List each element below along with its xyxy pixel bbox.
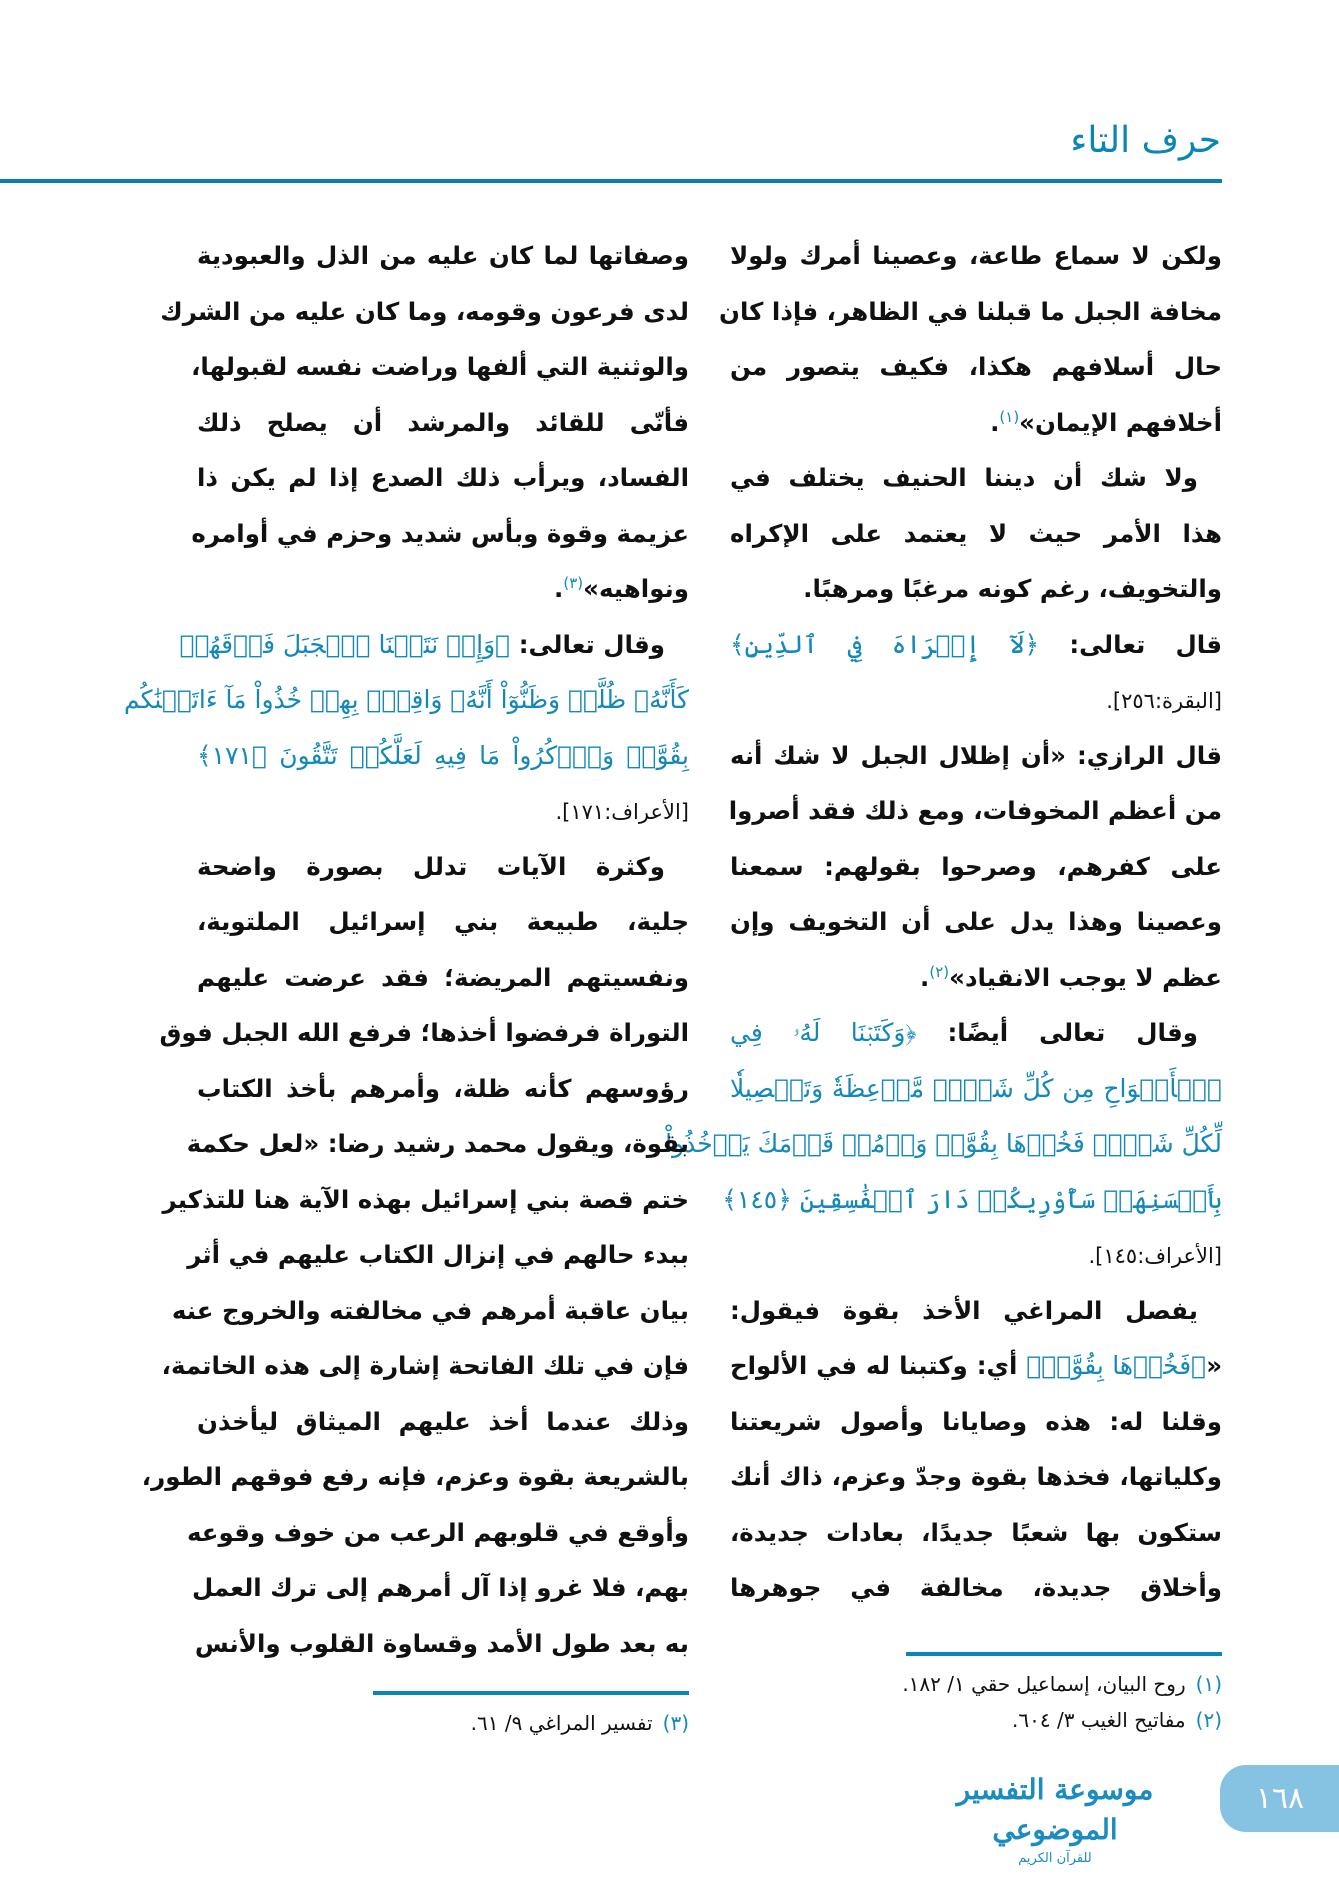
body-text: حال أسلافهم هكذا، فكيف يتصور من	[730, 352, 1222, 381]
body-text: «	[1206, 1351, 1223, 1380]
text-line	[722, 1172, 1222, 1228]
body-text: من أعظم المخوفات، ومع ذلك فقد أصروا	[728, 796, 1222, 825]
body-text: والوثنية التي ألفها وراضت نفسه لقبولها،	[191, 352, 689, 381]
text-line	[730, 1283, 1222, 1339]
body-text: فأنّى للقائد والمرشد أن يصلح ذلك	[197, 407, 689, 437]
text-line	[159, 1005, 689, 1061]
text-line	[141, 1449, 689, 1505]
text-line	[730, 839, 1222, 895]
text-line	[191, 339, 689, 395]
footnote-rule-left	[373, 1691, 689, 1695]
body-text: والتخويف، رغم كونه مرغبًا ومرهبًا.	[803, 574, 1222, 603]
text-line	[730, 339, 1222, 395]
footnote-marker: (٣)	[563, 573, 584, 592]
logo-title: موسوعة التفسير الموضوعي	[956, 1773, 1154, 1846]
body-text: .	[990, 407, 1000, 437]
page-number: ١٦٨	[1255, 1781, 1305, 1816]
text-line	[197, 228, 689, 284]
body-text: بالشريعة بقوة وعزم، فإنه رفع فوقهم الطور،	[141, 1462, 689, 1491]
text-line	[730, 1338, 1222, 1394]
text-line	[730, 950, 1222, 1006]
footnotes-left	[300, 1705, 689, 1741]
quran-verse: بِأَحۡسَنِهَاۚ سَأُوْرِيكُمۡ دَارَ ٱلۡفَٰسِقِينَ ﴿١٤٥﴾	[722, 1184, 1222, 1214]
quran-verse: ﴿وَكَتَبۡنَا لَهُۥ فِي	[730, 1018, 917, 1047]
text-line	[730, 672, 1222, 728]
text-line	[162, 1172, 689, 1228]
footnote-rule-right	[906, 1652, 1222, 1656]
body-text: فإن في تلك الفاتحة إشارة إلى هذه الخاتمة،	[161, 1351, 689, 1380]
text-line	[197, 450, 689, 506]
footnotes-right	[780, 1666, 1222, 1738]
footnote-marker: (١)	[999, 407, 1020, 426]
text-line	[730, 1227, 1222, 1283]
text-line	[186, 1505, 689, 1561]
body-text: بقوة، ويقول محمد رشيد رضا: «لعل حكمة	[186, 1129, 689, 1158]
text-line	[730, 783, 1222, 839]
body-text: ختم قصة بني إسرائيل بهذه الآية هنا للتذكير	[162, 1184, 689, 1214]
text-line	[730, 1061, 1222, 1117]
footnote-text: تفسير المراغي ٩/ ٦١.	[470, 1711, 653, 1735]
text-line	[187, 1227, 689, 1283]
text-line	[730, 1005, 1222, 1061]
left-column	[123, 228, 689, 1671]
body-text: هذا الأمر حيث لا يعتمد على الإكراه	[730, 518, 1222, 548]
body-text: .	[554, 574, 564, 603]
body-text: ستكون بها شعبًا جديدًا، بعادات جديدة،	[730, 1517, 1222, 1547]
encyclopedia-logo	[935, 1770, 1175, 1866]
text-line	[197, 1394, 689, 1450]
body-text: ولا شك أن ديننا الحنيف يختلف في	[730, 463, 1198, 492]
text-line	[197, 728, 689, 784]
quran-verse: ٱلۡأَلۡوَاحِ مِن كُلِّ شَيۡءٖ مَّوۡعِظَةٗ وَتَفۡصِيلٗا	[730, 1073, 1222, 1103]
verse-reference: [البقرة:٢٥٦].	[1106, 689, 1222, 713]
page-number-tab	[1220, 1765, 1339, 1832]
footnote-text: روح البيان، إسماعيل حقي ١/ ١٨٢.	[902, 1672, 1186, 1696]
body-text: وأوقع في قلوبهم الرعب من خوف وقوعه	[186, 1517, 689, 1547]
body-text: قال الرازي: «أن إظلال الجبل لا شك أنه	[730, 740, 1222, 770]
text-line	[730, 506, 1222, 562]
right-column	[665, 228, 1223, 1616]
footnote-marker: (٢)	[929, 962, 950, 981]
body-text: وعصينا وهذا يدل على أن التخويف وإن	[730, 907, 1222, 936]
text-line	[730, 1505, 1222, 1561]
body-text: به بعد طول الأمد وقساوة القلوب والأنس	[194, 1628, 689, 1658]
body-text: وقال تعالى أيضًا:	[916, 1018, 1198, 1047]
quran-verse: بِقُوَّةٖ وَٱذۡكُرُواْ مَا فِيهِ لَعَلَّكُمۡ تَتَّقُونَ ﴿١٧١﴾	[197, 740, 689, 770]
logo-subtitle: للقرآن الكريم	[1018, 1851, 1092, 1866]
body-text: ببدء حالهم في إنزال الكتاب عليهم في أثر	[187, 1240, 689, 1269]
text-line	[730, 395, 1222, 451]
text-line	[730, 728, 1222, 784]
footnote-number: (١)	[1195, 1672, 1222, 1696]
text-line	[197, 783, 689, 839]
text-line	[197, 950, 689, 1006]
body-text: ونفسيتهم المريضة؛ فقد عرضت عليهم	[197, 962, 689, 992]
header-rule	[0, 179, 1222, 183]
body-text: قال تعالى:	[1039, 629, 1222, 659]
body-text: أي: وكتبنا له في الألواح	[730, 1351, 1027, 1380]
quran-verse: ﴿وَإِذۡ نَتَقۡنَا ٱلۡجَبَلَ فَوۡقَهُمۡ	[179, 629, 511, 659]
text-line	[179, 617, 689, 673]
body-text: عزيمة وقوة وبأس شديد وحزم في أوامره	[191, 518, 689, 548]
verse-reference: [الأعراف:١٤٥].	[1088, 1244, 1222, 1268]
body-text: على كفرهم، وصرحوا بقولهم: سمعنا	[730, 851, 1222, 881]
text-line	[730, 1449, 1222, 1505]
quran-verse: لِّكُلِّ شَيۡءٖ فَخُذۡهَا بِقُوَّةٖ وَأۡمُرۡ قَوۡمَكَ يَأۡخُذُواْ	[665, 1129, 1222, 1158]
body-text: بيان عاقبة أمرهم في مخالفته والخروج عنه	[171, 1295, 689, 1325]
body-text: الفساد، ويرأب ذلك الصدع إذا لم يكن ذا	[197, 463, 689, 492]
text-line	[197, 1061, 689, 1117]
text-line	[719, 284, 1222, 340]
text-line	[730, 617, 1222, 673]
body-text: رؤوسهم كأنه ظلة، وأمرهم بأخذ الكتاب	[197, 1073, 689, 1103]
body-text: أخلافهم الإيمان»	[1019, 407, 1222, 437]
text-line	[161, 1338, 689, 1394]
body-text: وكلياتها، فخذها بقوة وجدّ وعزم، ذاك أنك	[730, 1462, 1222, 1491]
body-text: لدى فرعون وقومه، وما كان عليه من الشرك	[160, 296, 689, 326]
body-text: عظم لا يوجب الانقياد»	[949, 962, 1222, 992]
text-line	[730, 894, 1222, 950]
body-text: وأخلاق جديدة، مخالفة في جوهرها	[730, 1573, 1222, 1602]
verse-reference: [الأعراف:١٧١].	[555, 800, 689, 824]
text-line	[191, 506, 689, 562]
quran-verse: ﴿لَآ إِكۡرَاهَ فِي ٱلدِّينِ﴾	[730, 629, 1040, 659]
body-text: وقلنا له: هذه وصايانا وأصول شريعتنا	[730, 1406, 1222, 1436]
footnote-2	[780, 1702, 1222, 1738]
chapter-title: حرف التاء	[1070, 120, 1221, 161]
body-text: يفصل المراغي الأخذ بقوة فيقول:	[730, 1295, 1198, 1325]
body-text: .	[920, 962, 930, 992]
body-text: مخافة الجبل ما قبلنا في الظاهر، فإذا كان	[719, 296, 1222, 326]
body-text: وذلك عندما أخذ عليهم الميثاق ليأخذن	[197, 1406, 689, 1436]
text-line	[197, 894, 689, 950]
footnote-number: (٢)	[1195, 1708, 1222, 1732]
body-text: ونواهيه»	[583, 574, 689, 603]
body-text: ولكن لا سماع طاعة، وعصينا أمرك ولولا	[730, 241, 1222, 270]
quran-verse: ﴿فَخُذۡهَا بِقُوَّةٖ﴾	[1026, 1351, 1207, 1380]
body-text: وكثرة الآيات تدلل بصورة واضحة	[197, 851, 665, 881]
text-line	[730, 228, 1222, 284]
body-text: جلية، طبيعة بني إسرائيل الملتوية،	[197, 907, 689, 936]
footnote-text: مفاتيح الغيب ٣/ ٦٠٤.	[1012, 1708, 1186, 1732]
text-line	[197, 395, 689, 451]
quran-verse: كَأَنَّهُۥ ظُلَّةٞ وَظَنُّوٓاْ أَنَّهُۥ وَاقِعُۢ بِهِمۡ خُذُواْ مَآ ءَاتَيۡنَٰكُم	[123, 685, 689, 714]
text-line	[197, 839, 689, 895]
text-line	[171, 1283, 689, 1339]
text-line	[665, 1116, 1222, 1172]
footnote-1	[780, 1666, 1222, 1702]
text-line	[194, 1616, 689, 1672]
text-line	[197, 561, 689, 617]
body-text: بهم، فلا غرو إذا آل أمرهم إلى ترك العمل	[191, 1573, 689, 1602]
text-line	[730, 1394, 1222, 1450]
text-line	[730, 561, 1222, 617]
text-line	[730, 450, 1222, 506]
text-line	[730, 1560, 1222, 1616]
footnote-3	[300, 1705, 689, 1741]
body-text: وصفاتها لما كان عليه من الذل والعبودية	[197, 241, 689, 270]
text-line	[191, 1560, 689, 1616]
text-line	[160, 284, 689, 340]
text-line	[123, 672, 689, 728]
body-text: وقال تعالى:	[510, 629, 665, 659]
body-text: التوراة فرفضوا أخذها؛ فرفع الله الجبل فوق	[159, 1018, 689, 1047]
text-line	[186, 1116, 689, 1172]
footnote-number: (٣)	[662, 1711, 689, 1735]
